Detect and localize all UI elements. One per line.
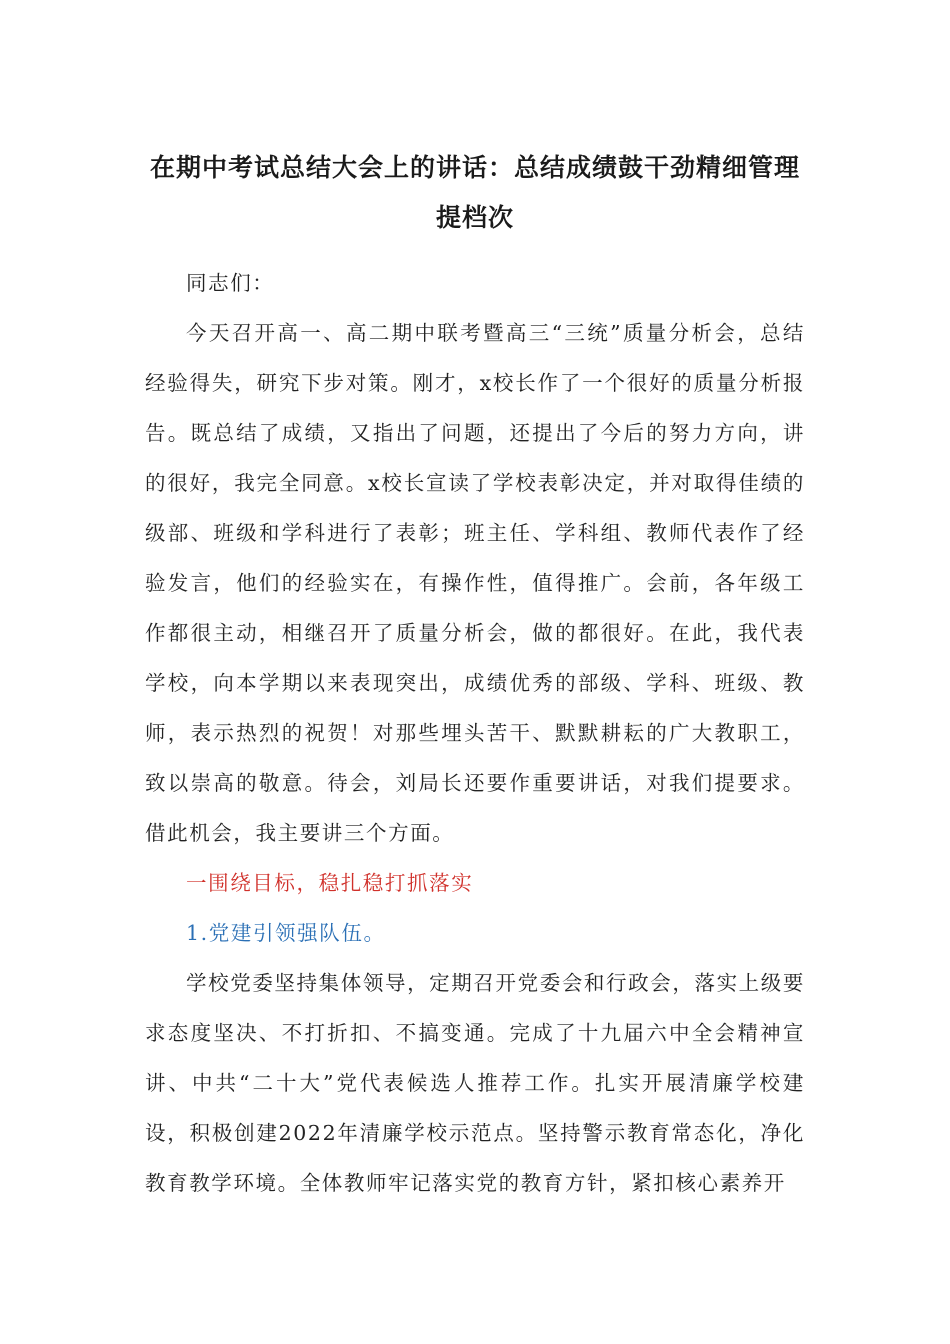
document-title-line-2: 提档次: [435, 203, 514, 232]
document-body: [145, 258, 805, 1208]
paragraph-intro: 今天召开高一、高二期中联考暨高三“三统”质量分析会，总结经验得失，研究下步对策。刚才，x校长作了一个很好的质量分析报告。既总结了成绩，又指出了问题，还提出了今后的努力方向，讲的很好，我完全同意。x校长宣读了学校表彰决定，并对取得佳绩的级部、班级和学科进行了表彰；班主任、学科组、教师代表作了经验发言，他们的经验实在，有操作性，值得推广。会前，各年级工作都很主动，相继召开了质量分析会，做的都很好。在此，我代表学校，向本学期以来表现突出，成绩优秀的部级、学科、班级、教师，表示热烈的祝贺！对那些埋头苦干、默默耕耘的广大教职工，致以崇高的敬意。待会，刘局长还要作重要讲话，对我们提要求。借此机会，我主要讲三个方面。: [145, 321, 805, 845]
subsection-heading-1: 1.党建引领强队伍。: [186, 921, 386, 945]
document-title-line-1: 在期中考试总结大会上的讲话：总结成绩鼓干劲精细管理: [149, 153, 800, 182]
paragraph-party-building: 学校党委坚持集体领导，定期召开党委会和行政会，落实上级要求态度坚决、不打折扣、不搞变通。完成了十九届六中全会精神宣讲、中共“二十大”党代表候选人推荐工作。扎实开展清廉学校建设，积极创建2022年清廉学校示范点。坚持警示教育常态化，净化教育教学环境。全体教师牢记落实党的教育方针，紧扣核心素养开: [145, 971, 805, 1195]
salutation: 同志们：: [186, 271, 275, 295]
section-heading-1: 一围绕目标，稳扎稳打抓落实: [186, 871, 474, 895]
